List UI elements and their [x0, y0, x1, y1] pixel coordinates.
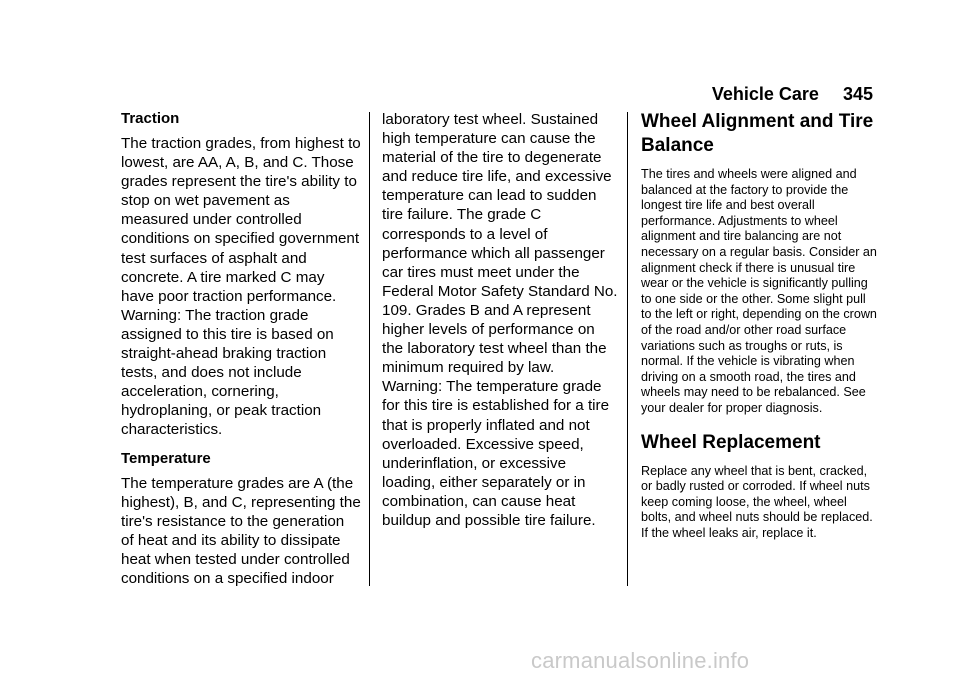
column-divider-1 [369, 112, 370, 586]
temperature-paragraph-continued: laboratory test wheel. Sustained high temperature can cause the material of the tire to degenerate and reduce tire life, and excessive temperature can lead to sudden tire failure. The grade C corresponds to a level of performance which all passenger car tires must meet under the Federal Motor Safety Standard No. 109. Grades B and A represent higher levels of performance on the laboratory test wheel than the minimum required by law. Warning: The temperature grade for this tire is established for a tire that is properly inflated and not overloaded. Excessive speed, underinflation, or excessive loading, either separately or in combination, can cause heat buildup and possible tire failure. [382, 111, 618, 529]
traction-heading: Traction [121, 110, 180, 127]
wheel-replacement-paragraph: Replace any wheel that is bent, cracked, or badly rusted or corroded. If wheel nuts keep coming loose, the wheel, wheel bolts, and wheel nuts should be replaced. [641, 463, 873, 525]
wheel-alignment-heading: Wheel Alignment and Tire Balance [641, 111, 874, 156]
column-1 [121, 110, 361, 598]
column-3 [641, 110, 877, 541]
temperature-paragraph: The temperature grades are A (the highest), B, and C, representing the tire's resistance to the generation of heat and its ability to dissipate heat when tested under controlled conditions on a specified indoor [121, 474, 361, 587]
traction-paragraph: The traction grades, from highest to lowest, are AA, A, B, and C. Those grades represent the tire's ability to stop on wet pavement as measured under controlled conditions on specified government test surfaces of asphalt and concrete. A tire marked C may have poor traction performance. Warning: The traction grade assigned to this tire is based on straight-ahead braking traction tests, and does not include acceleration, cornering, hydroplaning, or peak traction characteristics. [121, 135, 361, 439]
wheel-replacement-heading: Wheel Replacement [641, 431, 821, 453]
wheel-leak-paragraph: If the wheel leaks air, replace it. [641, 525, 817, 540]
page-header [712, 84, 873, 105]
watermark-footer: carmanualsonline.info [531, 648, 750, 673]
temperature-heading: Temperature [121, 449, 211, 467]
page-number: 345 [842, 84, 873, 104]
wheel-alignment-paragraph: The tires and wheels were aligned and balanced at the factory to provide the longest tire life and best overall performance. Adjustments to wheel alignment and tire balancing are not necessary on a regular basis. Consider an alignment check if there is unusual tire wear or the vehicle is significantly pulling to one side or the other. Some slight pull to the left or right, depending on the crown of the road and/or other road surface variations such as troughs or ruts, is normal. If the vehicle is vibrating when driving on a smooth road, the tires and wheels may need to be rebalanced. See your dealer for proper diagnosis. [641, 167, 877, 415]
column-2 [382, 110, 618, 530]
column-divider-2 [627, 112, 628, 586]
section-title: Vehicle Care [711, 84, 819, 104]
